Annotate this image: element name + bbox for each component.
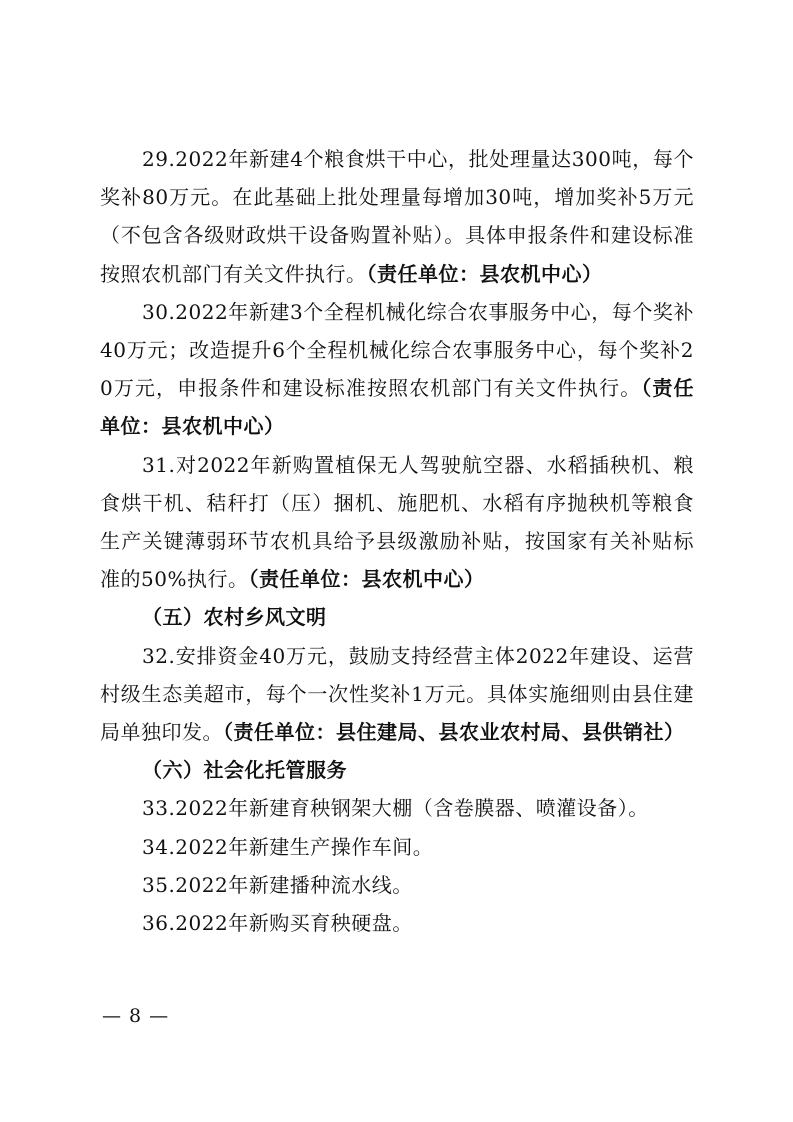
- section-5-heading: （五）农村乡风文明: [142, 605, 327, 630]
- page-number: — 8 —: [102, 1005, 170, 1027]
- item-36: 36.2022年新购买育秧硬盘。: [142, 911, 413, 936]
- item-31-text: 31.对2022年新购置植保无人驾驶航空器、水稻插秧机、粮食烘干机、秸秆打（压）捆机、施肥机、水稻有序抛秧机等粮食生产关键薄弱环节农机具给予县级激励补贴，按国家有关补贴标准的50%执行。: [100, 452, 694, 592]
- item-30-text: 30.2022年新建3个全程机械化综合农事服务中心，每个奖补40万元；改造提升6个全程机械化综合农事服务中心，每个奖补20万元，申报条件和建设标准按照农机部门有关文件执行。: [100, 299, 694, 401]
- item-29: [100, 140, 694, 293]
- item-32-responsible: （责任单位：县住建局、县农业农村局、县供销社）: [223, 720, 685, 745]
- section-6-heading: （六）社会化托管服务: [142, 758, 347, 783]
- item-31: [100, 446, 694, 599]
- item-34: 34.2022年新建生产操作车间。: [142, 834, 434, 859]
- item-29-responsible: （责任单位：县农机中心）: [366, 261, 603, 286]
- item-33: 33.2022年新建育秧钢架大棚（含卷膜器、喷灌设备）。: [142, 796, 649, 821]
- item-32: [100, 637, 694, 752]
- document-body: [100, 140, 694, 942]
- item-35: 35.2022年新建播种流水线。: [142, 872, 413, 897]
- item-31-responsible: （责任单位：县农机中心）: [248, 567, 485, 592]
- item-29-text: 29.2022年新建4个粮食烘干中心，批处理量达300吨，每个奖补80万元。在此基础上批处理量每增加30吨，增加奖补5万元（不包含各级财政烘干设备购置补贴）。具体申报条件和建设标准按照农机部门有关文件执行。: [100, 147, 694, 286]
- item-30: [100, 293, 694, 446]
- item-32-text: 32.安排资金40万元，鼓励支持经营主体2022年建设、运营村级生态美超市，每个一次性奖补1万元。具体实施细则由县住建局单独印发。: [100, 643, 694, 745]
- item-30-responsible: （责任单位：县农机中心）: [100, 376, 694, 439]
